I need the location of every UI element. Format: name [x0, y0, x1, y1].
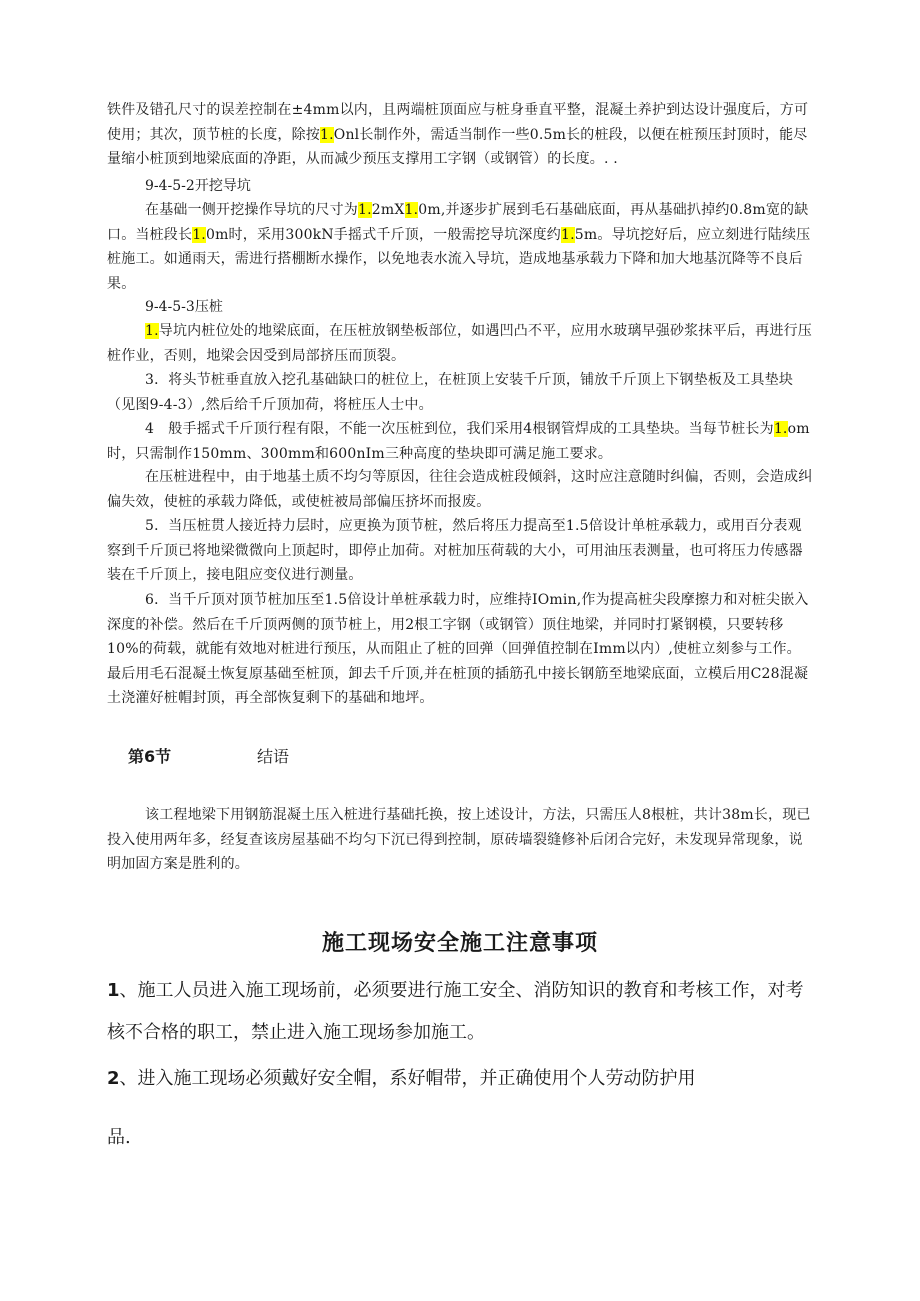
- item-number: 1: [107, 980, 120, 1001]
- highlighted-text: 1.: [145, 323, 159, 339]
- document-title: 施工现场安全施工注意事项: [321, 930, 598, 956]
- section-title: 结语: [257, 747, 290, 766]
- subheading-9-4-5-2: 9-4-5-2开挖导坑: [145, 178, 251, 194]
- paragraph-pile-fabrication: [107, 98, 813, 172]
- paragraph-excavate-pit: [107, 198, 813, 296]
- text-run: 导坑内桩位处的地梁底面，在压桩放钢垫板部位，如遇凹凸不平，应用水玻璃早强砂浆抹平后，再进行压桩作业，否则，地梁会因受到局部挤压而顶裂。: [107, 323, 812, 364]
- text-run: 2mX: [371, 202, 405, 218]
- text-run: 铁件及错孔尺寸的误差控制在±4mm以内，且两端桩顶面应与桩身垂直平整，混凝土养护到达设计强度后，方可使用；其次，顶节桩的长度，除按: [107, 102, 809, 143]
- text-run: 0m,并逐步扩展到毛石基础底面，再从基础扒掉约0.8m宽的缺口。当桩段长: [107, 202, 809, 243]
- paragraph-step-6: 6．当千斤顶对顶节桩加压至1.5倍设计单桩承载力时，应维持IOmin,作为提高桩尖段摩擦力和对桩尖嵌入深度的补偿。然后在千斤顶两侧的顶节桩上，用2根工字钢（或钢管）顶住地梁，并同时打紧钢模，只要转移10%的荷载，就能有效地对桩进行预压，从而阻止了桩的回弹（回弹值控制在Imm以内）,使桩立刻参与工作。最后用毛石混凝土恢复原基础至桩顶，卸去千斤顶,并在桩顶的插筋孔中接长钢筋至地梁底面，立模后用C28混凝土浇灌好桩帽封顶，再全部恢复剩下的基础和地坪。: [107, 592, 809, 706]
- safety-item-2-continued: 品.: [107, 1127, 131, 1148]
- text-run: 5m。导坑挖好后，应立刻进行陆续压桩施工。如通雨天，需进行搭棚断水操作，以免地表水流入导坑，造成地基承载力下降和加大地基沉降等不良后果。: [107, 226, 811, 292]
- safety-item-2: [107, 1058, 797, 1100]
- highlighted-text: 1.: [561, 226, 575, 243]
- item-text: 、进入施工现场必须戴好安全帽，系好帽带，并正确使用个人劳动防护用: [119, 1068, 696, 1089]
- safety-item-1: [107, 970, 813, 1054]
- highlighted-text: 1.: [192, 226, 206, 243]
- paragraph-conclusion: 该工程地梁下用钢筋混凝土压入桩进行基础托换，按上述设计，方法，只需压人8根桩，共计38m长，现已投入使用两年多，经复查该房屋基础不均匀下沉已得到控制，原砖墙裂缝修补后闭合完好，未发现异常现象，说明加固方案是胜利的。: [107, 807, 811, 872]
- section-number: 第6节: [128, 747, 172, 766]
- paragraph-step-1: [107, 319, 813, 368]
- highlighted-text: 1.: [404, 202, 419, 218]
- text-run: 4 般手摇式千斤顶行程有限，不能一次压桩到位，我们采用4根钢管焊成的工具垫块。当每节桩长为: [145, 421, 774, 437]
- text-run: Onl长制作外，需适当制作一些0.5m长的桩段，以便在桩预压封顶时，能尽量缩小桩顶到地梁底面的净距，从而减少预压支撑用工字钢（或钢管）的长度。. .: [107, 126, 808, 167]
- subheading-9-4-5-3: 9-4-5-3压桩: [145, 299, 223, 315]
- paragraph-step-5: 5．当压桩贯人接近持力层时，应更换为顶节桩，然后将压力提高至1.5倍设计单桩承载力，或用百分表观察到千斤顶已将地梁微微向上顶起时，即停止加荷。对桩加压荷载的大小，可用油压表测量，也可将压力传感器装在千斤顶上，接电阻应变仪进行测量。: [107, 518, 803, 583]
- highlighted-text: 1.: [358, 202, 372, 218]
- text-run: om时，只需制作150mm、300mm和600nIm三种高度的垫块即可满足施工要求。: [107, 421, 810, 462]
- text-run: 在基础一侧开挖操作导坑的尺寸为: [145, 202, 358, 218]
- item-number: 2: [107, 1068, 120, 1089]
- highlighted-text: 1.: [773, 421, 788, 437]
- paragraph-step-3: 3．将头节桩垂直放入挖孔基础缺口的桩位上，在桩顶上安装千斤顶，铺放千斤顶上下钢垫板及工具垫块（见图9-4-3）,然后给千斤顶加荷，将桩压人士中。: [107, 372, 794, 413]
- paragraph-correction: 在压桩进程中，由于地基土质不均匀等原因，往往会造成桩段倾斜，这时应注意随时纠偏，否则，会造成纠偏失效，使桩的承载力降低，或使桩被局部偏压挤坏而报废。: [107, 469, 813, 510]
- paragraph-step-4: [107, 417, 813, 466]
- item-text: 、施工人员进入施工现场前，必须要进行施工安全、消防知识的教育和考核工作，对考核不合格的职工，禁止进入施工现场参加施工。: [107, 980, 804, 1043]
- highlighted-text: 1.: [320, 126, 334, 143]
- text-run: 0m时，采用300kN手摇式千斤顶，一般需挖导坑深度约: [205, 226, 562, 243]
